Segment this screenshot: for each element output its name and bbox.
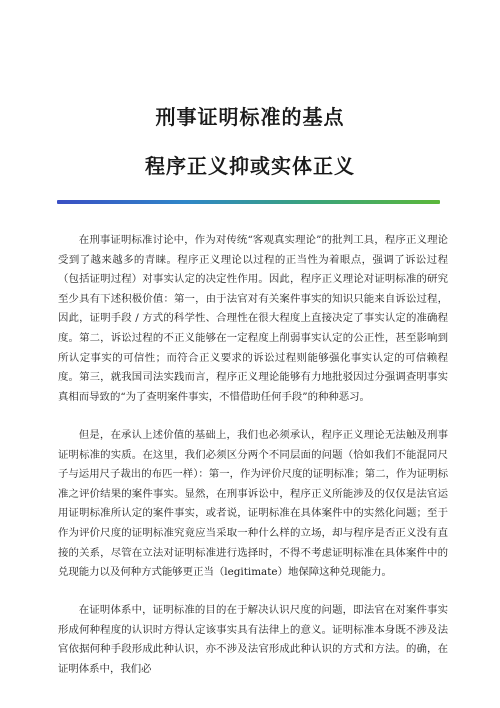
paragraph-3: 在证明体系中，证明标准的目的在于解决认识尺度的问题，即法官在对案件事实形成何种程度的认识时方得认定该事实具有法律上的意义。证明标准本身既不涉及法官依据何种手段形成此种认识，亦不涉及法官形成此种认识的方式和方法。的确，在证明体系中，我们必 [58,604,448,675]
paragraph-1: 在刑事证明标准讨论中，作为对传统“客观真实理论”的批判工具，程序正义理论受到了越来越多的青睐。程序正义理论以过程的正当性为着眼点，强调了诉讼过程（包括证明过程）对事实认定的决定性作用。因此，程序正义理论对证明标准的研究至少具有下述积极价值：第一，由于法官对有关案件事实的知识只能来自诉讼过程，因此，证明手段 / 方式的科学性、合理性在很大程度上直接决定了事实认定的准确程度。第二，诉讼过程的不正义能够在一定程度上削弱事实认定的公正性，甚至影响到所认定事实的可信性；而符合正义要求的诉讼过程则能够强化事实认定的可信赖程度。第三，就我国司法实践而言，程序正义理论能够有力地批驳因过分强调查明事实真相而导致的“为了查明案件事实，不惜借助任何手段”的种种恶习。 [58,234,448,403]
paragraph-2: 但是，在承认上述价值的基础上，我们也必须承认，程序正义理论无法触及刑事证明标准的实质。在这里，我们必须区分两个不同层面的问题（恰如我们不能混同尺子与运用尺子裁出的布匹一样）：第一，作为评价尺度的证明标准；第二，作为证明标准之评价结果的案件事实。显然，在刑事诉讼中，程序正义所能涉及的仅仅是法官运用证明标准所认定的案件事实，或者说，证明标准在具体案件中的实然化问题；至于作为评价尺度的证明标准究竟应当采取一种什么样的立场，却与程序是否正义没有直接的关系，尽管在立法对证明标准进行选择时，不得不考虑证明标准在具体案件中的兑现能力以及何种方式能够更正当（legitimate）地保障这种兑现能力。 [58,429,448,579]
title-line-2: 程序正义抑或实体正义 [145,154,355,178]
title-line-1: 刑事证明标准的基点 [155,105,345,129]
gradient-divider [57,200,440,204]
